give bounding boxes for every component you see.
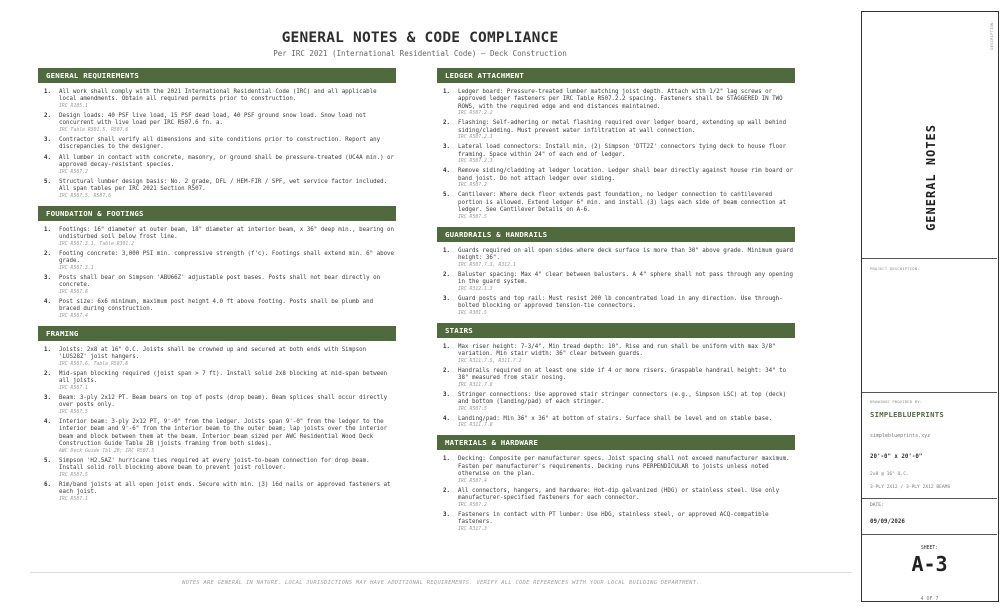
code-reference: IRC R507.1 (59, 496, 88, 502)
code-reference: IRC R507.3.1 (59, 265, 94, 271)
note-item (38, 299, 396, 320)
title-block-divider (862, 258, 997, 259)
notes-list (38, 341, 396, 509)
code-reference: IRC R311.7.8 (458, 382, 493, 388)
note-number: 2. (44, 371, 51, 377)
deck-size: 20'-0" x 20'-0" (870, 454, 923, 460)
note-number: 5. (443, 192, 450, 199)
left-notes-column (38, 68, 396, 509)
code-reference: IRC R507.5 (458, 214, 487, 220)
sheet-number: A-3 (911, 552, 948, 576)
note-number: 2. (443, 271, 450, 278)
title-block-divider (862, 498, 997, 499)
note-text: All work shall comply with the 2021 International Residential Code (IRC) and all applicable local amendments. Obtain all required permits prior to construction. (59, 89, 377, 103)
section-header: FOUNDATION & FOOTINGS (38, 206, 396, 221)
note-text: Max riser height: 7-3/4". Min tread depth: 10". Rise and run shall be uniform with max 3/8" variation. Min stair width: 36" clear between guards. (458, 343, 776, 358)
section-header: FRAMING (38, 326, 396, 341)
note-number: 2. (44, 251, 51, 257)
section-header: GENERAL REQUIREMENTS (38, 68, 396, 83)
note-text: All connectors, hangers, and hardware: Hot-dip galvanized (HDG) or stainless steel. Use only manufacturer-specified fasteners for each connector. (458, 487, 780, 502)
note-number: 4. (443, 168, 450, 175)
section-header: MATERIALS & HARDWARE (437, 435, 795, 450)
note-item (437, 248, 795, 269)
date-value: 09/09/2026 (870, 519, 905, 525)
code-reference: IRC R312.1.3 (458, 286, 493, 292)
code-reference: IRC R507.2.2 (458, 111, 493, 117)
note-text: Fasteners in contact with PT lumber: Use HDG, stainless steel, or approved ACQ-compatible fasteners. (458, 511, 769, 526)
note-item (437, 168, 795, 189)
notes-list (437, 242, 795, 323)
note-item (437, 392, 795, 413)
code-reference: IRC R507.1 (59, 385, 88, 391)
code-reference: IRC R105.1 (59, 103, 88, 109)
note-number: 3. (443, 391, 450, 398)
note-item (38, 227, 396, 248)
note-item (38, 395, 396, 416)
note-item (437, 144, 795, 165)
note-number: 1. (443, 247, 450, 254)
sheet-name-container (862, 112, 1000, 242)
note-text: Beam: 3-ply 2x12 PT. Beam bears on top of posts (drop beam). Beam splices shall occur directly over posts only. (59, 395, 388, 409)
notes-list (437, 83, 795, 227)
notes-list (437, 450, 795, 538)
note-number: 2. (44, 113, 51, 119)
note-number: 4. (44, 299, 51, 305)
code-reference: IRC R507.4 (59, 313, 88, 319)
note-item (38, 137, 396, 152)
note-number: 4. (443, 415, 450, 422)
note-number: 2. (443, 120, 450, 127)
notes-list (38, 83, 396, 206)
notes-list (437, 338, 795, 436)
note-text: Flashing: Self-adhering or metal flashing required over ledger board, extending up wall behind siding/cladding. Must prevent water infiltration at wall connection. (458, 120, 787, 134)
note-text: Remove siding/cladding at ledger location. Ledger shall bear directly against house rim board or band joist. Do not attach ledger over siding. (458, 168, 794, 182)
note-item (38, 419, 396, 455)
note-number: 1. (44, 89, 51, 95)
note-text: Guards required on all open sides where deck surface is more than 30" above grade. Minimum guard height: 36". (458, 247, 794, 262)
note-text: Design loads: 40 PSF live load, 15 PSF dead load, 40 PSF ground snow load. Snow load not concurrent with live load per IRC R507.6 fn. a. (59, 113, 367, 127)
code-reference: IRC R311.7.5, R311.7.2 (458, 358, 522, 364)
code-reference: IRC R311.7.6 (458, 423, 493, 429)
note-item (437, 416, 795, 429)
project-description-label: PROJECT DESCRIPTION: (870, 266, 920, 271)
description-label: DESCRIPTION: (990, 20, 994, 50)
footer-note: NOTES ARE GENERAL IN NATURE. LOCAL JURISDICTIONS MAY HAVE ADDITIONAL REQUIREMENTS. VERIFY ALL CODE REFERENCES WITH YOUR LOCAL BUILDING DEPARTMENT. (182, 580, 700, 586)
sheet-label: SHEET: (920, 546, 939, 551)
note-number: 5. (44, 179, 51, 185)
note-number: 3. (443, 295, 450, 302)
note-text: Guard posts and top rail: Must resist 200 lb concentrated load in any direction. Use through-bolted blocking or approved tension-tie connectors. (458, 295, 783, 310)
brand-name: SIMPLEBLUEPRINTS (870, 410, 945, 419)
note-number: 3. (44, 275, 51, 281)
note-text: Stringer connections: Use approved stair stringer connectors (e.g., Simpson LSC) at top (deck) and bottom (landing/pad) of each stringer. (458, 391, 787, 406)
note-number: 3. (443, 511, 450, 518)
section-header: GUARDRAILS & HANDRAILS (437, 227, 795, 242)
code-reference: IRC R507.2 (59, 169, 88, 175)
note-text: Mid-span blocking required (joist span > 7 ft). Install solid 2x8 blocking at mid-span between all joists. (59, 371, 388, 385)
note-text: Simpson 'H2.5AZ' hurricane ties required at every joist-to-beam connection for drop beam. Install solid roll blocking above beam to prevent joist rollover. (59, 457, 370, 472)
note-number: 1. (443, 343, 450, 350)
note-text: Rim/band joists at all open joist ends. Secure with min. (3) 16d nails or approved fasteners at each joist. (59, 481, 391, 496)
note-item (38, 347, 396, 368)
note-number: 3. (443, 144, 450, 151)
sheet-name: GENERAL NOTES (924, 123, 938, 231)
note-item (437, 272, 795, 293)
page-title: GENERAL NOTES & CODE COMPLIANCE (281, 30, 559, 46)
note-text: Lateral load connectors: Install min. (2) Simpson 'DTT2Z' connectors tying deck to house floor framing. Space within 24" of each end of ledger. (458, 144, 787, 158)
note-item (437, 488, 795, 509)
note-text: Posts shall bear on Simpson 'ABU66Z' adjustable post bases. Posts shall not bear directly on concrete. (59, 275, 381, 289)
code-reference: IRC R507.4 (458, 478, 487, 484)
note-text: Footing concrete: 3,000 PSI min. compressive strength (f'c). Footings shall extend min. 6" above grade. (59, 251, 395, 265)
note-item (437, 368, 795, 389)
right-notes-column (437, 68, 795, 539)
note-number: 1. (443, 89, 450, 95)
title-block (861, 11, 999, 602)
note-number: 4. (44, 155, 51, 161)
note-number: 6. (44, 481, 51, 488)
note-item (437, 192, 795, 220)
title-block-divider (862, 534, 997, 535)
note-item (38, 251, 396, 272)
note-text: Cantilever: Where deck floor extends past foundation, no ledger connection to cantilevered portion is allowed. Extend ledger 6" min. and install (3) lags each side of beam connection at ledger. See Cantilever Details on A-6. (458, 192, 787, 214)
note-text: Interior beam: 3-ply 2x12 PT, 9'-0" from the ledger. Joists span 9'-0" from the ledger to the interior beam and 9'-6" from the interior beam to the outer beam; lap joists over the interior beam and block between them at the beam. Interior beam sized per AWC Residential Wood Deck Construction Guide Table 2B (joists framing from both sides). (59, 419, 388, 448)
note-text: Joists: 2x8 at 16" O.C. Joists shall be crowned up and secured at both ends with Simpson 'LUS28Z' joist hangers. (59, 347, 367, 361)
note-item (437, 456, 795, 484)
note-text: Structural lumber design basis: No. 2 grade, DFL / HEM-FIR / SPF, wet service factor included. All span tables per IRC 2021 Section R507. (59, 179, 388, 193)
note-text: All lumber in contact with concrete, masonry, or ground shall be pressure-treated (UC4A min.) or approved decay-resistant species. (59, 155, 395, 169)
title-block-divider (862, 392, 997, 393)
page-subtitle: Per IRC 2021 (International Residential Code) — Deck Construction (273, 49, 567, 58)
section-header: LEDGER ATTACHMENT (437, 68, 795, 83)
note-text: Post size: 6x6 minimum, maximum post height 4.0 ft above footing. Posts shall be plumb and braced during construction. (59, 299, 374, 313)
note-item (38, 89, 396, 110)
code-reference: IRC R507.5, R507.6 (59, 193, 111, 199)
code-reference: IRC R507.5 (59, 472, 88, 478)
code-reference: IRC Table R301.5, R507.6 (59, 127, 129, 133)
code-reference: IRC R507.7.3, R312.1 (458, 262, 516, 268)
note-text: Handrails required on at least one side if 4 or more risers. Graspable handrail height: 34" to 38" measured from stair nosing. (458, 367, 787, 382)
notes-list (38, 221, 396, 326)
code-reference: IRC R317.3 (458, 526, 487, 532)
note-number: 2. (443, 487, 450, 494)
code-reference: IRC R507.3.1, Table R301.2 (59, 241, 135, 247)
note-item (437, 344, 795, 365)
note-number: 2. (443, 367, 450, 374)
date-label: DATE: (870, 503, 884, 508)
note-text: Landing/pad: Min 36" x 36" at bottom of stairs. Surface shall be level and on stable base. (458, 415, 773, 422)
note-number: 1. (44, 227, 51, 233)
code-reference: IRC R507.2 (458, 502, 487, 508)
note-item (437, 512, 795, 533)
code-reference: IRC R507.5 (59, 409, 88, 415)
note-text: Contractor shall verify all dimensions and site conditions prior to construction. Report any discrepancies to the designer. (59, 137, 381, 151)
beam-spec: 3-PLY 2X12 / 3-PLY 2X12 BEAMS (870, 485, 951, 490)
code-reference: IRC R507.2 (458, 183, 487, 189)
section-header: STAIRS (437, 323, 795, 338)
drawings-by-label: DRAWINGS PROVIDED BY: (870, 399, 923, 404)
note-item (437, 89, 795, 117)
note-item (38, 458, 396, 479)
note-item (38, 482, 396, 503)
note-item (38, 275, 396, 296)
page-count: 4 OF 7 (920, 596, 939, 602)
note-item (437, 120, 795, 141)
note-text: Ledger board: Pressure-treated lumber matching joist depth. Attach with 1/2" lag screws or approved ledger fasteners per IRC Table R507.2.2 spacing. Fasteners shall be STAGGERED IN TWO ROWS, with the required edge and end distances maintained. (458, 89, 783, 110)
note-item (38, 371, 396, 392)
note-item (38, 113, 396, 134)
code-reference: IRC R507.8 (59, 289, 88, 295)
note-number: 1. (443, 456, 450, 463)
code-reference: IRC R507.6, Table R507.6 (59, 361, 129, 367)
note-item (437, 296, 795, 317)
note-text: Baluster spacing: Max 4" clear between balusters. A 4" sphere shall not pass through any opening in the guard system. (458, 271, 794, 286)
joist-spec: 2x8 @ 16" O.C. (870, 472, 909, 477)
note-number: 3. (44, 395, 51, 401)
brand-url: simpleblueprints.xyz (870, 433, 931, 439)
note-text: Footings: 16" diameter at outer beam, 18" diameter at interior beam, x 36" deep min., bearing on undisturbed soil below frost line. (59, 227, 395, 241)
code-reference: IRC R507.2.3 (458, 159, 493, 165)
note-number: 1. (44, 347, 51, 353)
code-reference: IRC R507.2.1 (458, 135, 493, 141)
note-number: 5. (44, 457, 51, 464)
code-reference: AWC Deck Guide Tbl 2B; IRC R507.5 (59, 448, 155, 454)
note-number: 3. (44, 137, 51, 143)
code-reference: IRC R507.5 (458, 406, 487, 412)
footer-divider (30, 572, 852, 573)
note-item (38, 179, 396, 200)
note-text: Decking: Composite per manufacturer specs. Joist spacing shall not exceed manufacturer maximum. Fasten per manufacturer's requirements. Decking runs PERPENDICULAR to joists unless noted otherwise on the plan. (458, 456, 790, 478)
note-item (38, 155, 396, 176)
note-number: 4. (44, 419, 51, 425)
code-reference: IRC R301.5 (458, 310, 487, 316)
